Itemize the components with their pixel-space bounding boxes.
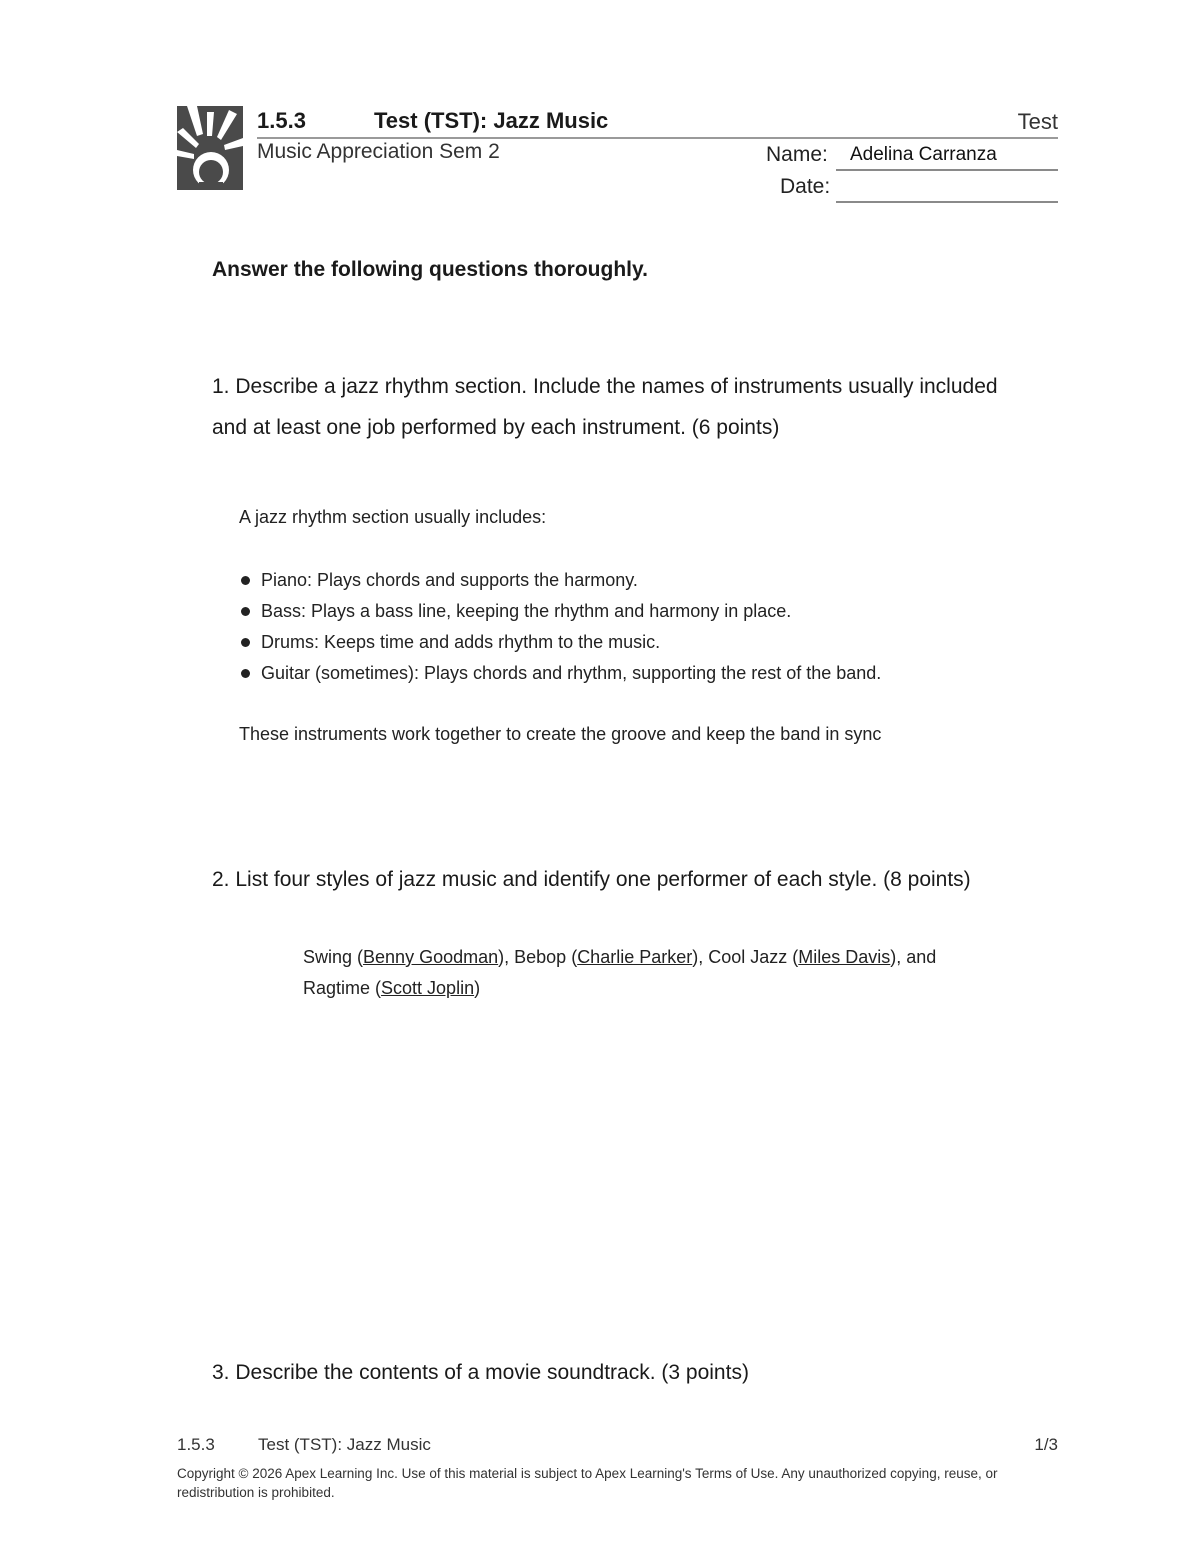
question-3: 3. Describe the contents of a movie soundtrack. (3 points) <box>212 1361 749 1384</box>
bullet-icon <box>241 607 250 616</box>
list-item <box>239 660 881 691</box>
date-field[interactable] <box>836 201 1058 203</box>
header-course: Music Appreciation Sem 2 <box>257 140 500 163</box>
performer-name: Miles Davis <box>798 947 891 967</box>
name-label: Name: <box>766 143 828 166</box>
name-underline <box>836 169 1058 171</box>
list-item <box>239 598 881 629</box>
list-item-text: Bass: Plays a bass line, keeping the rhythm and harmony in place. <box>261 601 792 621</box>
question-1: 1. Describe a jazz rhythm section. Include the names of instruments usually included and at least one job performed by each instrument. (6 points) <box>212 375 998 439</box>
header-rule <box>257 137 1058 139</box>
apex-learning-logo-icon <box>177 106 243 190</box>
page-number: 1/3 <box>1034 1435 1058 1454</box>
copyright-notice: Copyright © 2026 Apex Learning Inc. Use of this material is subject to Apex Learning's Terms of Use. Any unauthorized copying, reuse, or redistribution is prohibited. <box>177 1466 998 1500</box>
style-name: Ragtime <box>303 978 371 998</box>
bullet-icon <box>241 669 250 678</box>
style-name: Bebop <box>514 947 567 967</box>
list-item-text: Drums: Keeps time and adds rhythm to the music. <box>261 632 661 652</box>
date-label: Date: <box>780 175 831 198</box>
answer-1-intro: A jazz rhythm section usually includes: <box>239 507 547 527</box>
footer-title: Test (TST): Jazz Music <box>258 1435 431 1454</box>
bullet-icon <box>241 576 250 585</box>
answer-2: Swing (Benny Goodman), Bebop (Charlie Parker), Cool Jazz (Miles Davis), and Ragtime (Scott Joplin) <box>303 947 937 998</box>
list-item <box>239 629 881 660</box>
style-name: Cool Jazz <box>708 947 788 967</box>
header-type: Test <box>1017 109 1058 134</box>
list-item <box>239 567 881 598</box>
footer-number: 1.5.3 <box>177 1435 215 1454</box>
bullet-icon <box>241 638 250 647</box>
answer-1-outro: These instruments work together to create the groove and keep the band in sync <box>239 724 882 744</box>
header-number: 1.5.3 <box>257 108 306 133</box>
question-2: 2. List four styles of jazz music and identify one performer of each style. (8 points) <box>212 868 971 891</box>
list-item-text: Piano: Plays chords and supports the harmony. <box>261 570 638 590</box>
conjunction: and <box>906 947 937 967</box>
performer-name: Charlie Parker <box>577 947 693 967</box>
name-field[interactable]: Adelina Carranza <box>850 144 997 165</box>
performer-name: Scott Joplin <box>381 978 475 998</box>
answer-1-list <box>239 567 881 691</box>
header-title: Test (TST): Jazz Music <box>374 108 609 133</box>
style-name: Swing <box>303 947 353 967</box>
instructions: Answer the following questions thoroughly. <box>212 258 648 281</box>
list-item-text: Guitar (sometimes): Plays chords and rhythm, supporting the rest of the band. <box>261 663 882 683</box>
performer-name: Benny Goodman <box>363 947 499 967</box>
